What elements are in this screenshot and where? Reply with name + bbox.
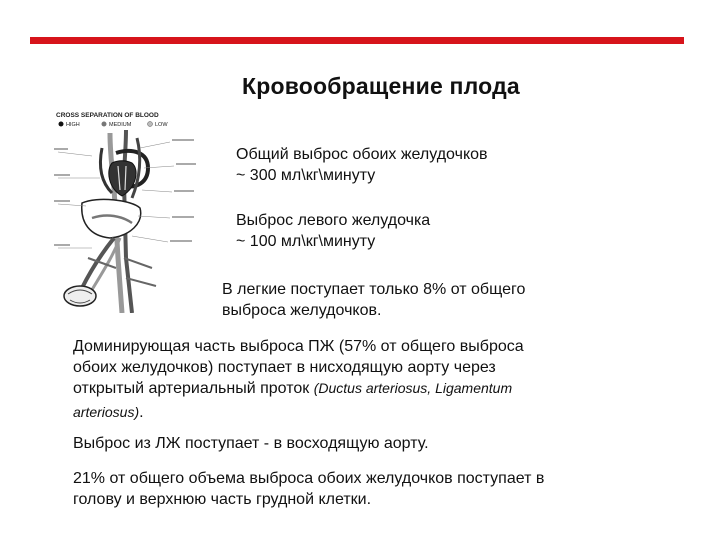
rv-line-3 [73, 378, 524, 399]
rv-line-4 [73, 399, 524, 426]
head-line-2: голову и верхнюю часть грудной клетки. [73, 491, 372, 508]
rv-line-4-latin: arteriosus) [73, 404, 140, 420]
left-output-line-1: Выброс левого желудочка [236, 212, 431, 229]
legend-low-label: LOW [155, 122, 168, 128]
total-output-line-1: Общий выброс обоих желудочков [236, 146, 488, 163]
lungs-line-1: В легкие поступает только 8% от общего [222, 281, 526, 298]
legend-medium-label: MEDIUM [109, 122, 132, 128]
left-ventricle-output-text [236, 210, 430, 252]
diagram-heading: CROSS SEPARATION OF BLOOD [56, 112, 159, 119]
rv-line-3-latin: (Ductus arteriosus, Ligamentum [313, 380, 513, 396]
total-output-line-2: ~ 300 мл\кг\минуту [236, 167, 376, 184]
head-output-text [73, 468, 544, 510]
head-line-1: 21% от общего объема выброса обоих желудочков поступает в [73, 470, 545, 487]
top-accent-rule [30, 37, 684, 44]
fetal-circulation-diagram [52, 108, 202, 313]
lv-output-text [73, 433, 429, 454]
rv-line-1: Доминирующая часть выброса ПЖ (57% от общего выброса [73, 338, 524, 355]
total-output-text [236, 144, 488, 186]
rv-line-4-end: . [139, 404, 144, 421]
rv-dominant-text [73, 336, 524, 426]
slide-title: Кровообращение плода [242, 73, 520, 99]
legend-high-label: HIGH [66, 122, 80, 128]
left-output-line-2: ~ 100 мл\кг\минуту [236, 233, 376, 250]
legend-high-swatch [59, 122, 64, 127]
rv-line-2: обоих желудочков) поступает в нисходящую аорту через [73, 359, 496, 376]
lv-line-1: Выброс из ЛЖ поступает - в восходящую аорту. [73, 435, 429, 452]
legend-medium-swatch [102, 122, 107, 127]
rv-line-3-text: открытый артериальный проток [73, 380, 314, 397]
lungs-line-2: выброса желудочков. [222, 302, 382, 319]
lungs-text [222, 279, 525, 321]
legend-low-swatch [148, 122, 153, 127]
diagram-drawing [52, 108, 202, 313]
